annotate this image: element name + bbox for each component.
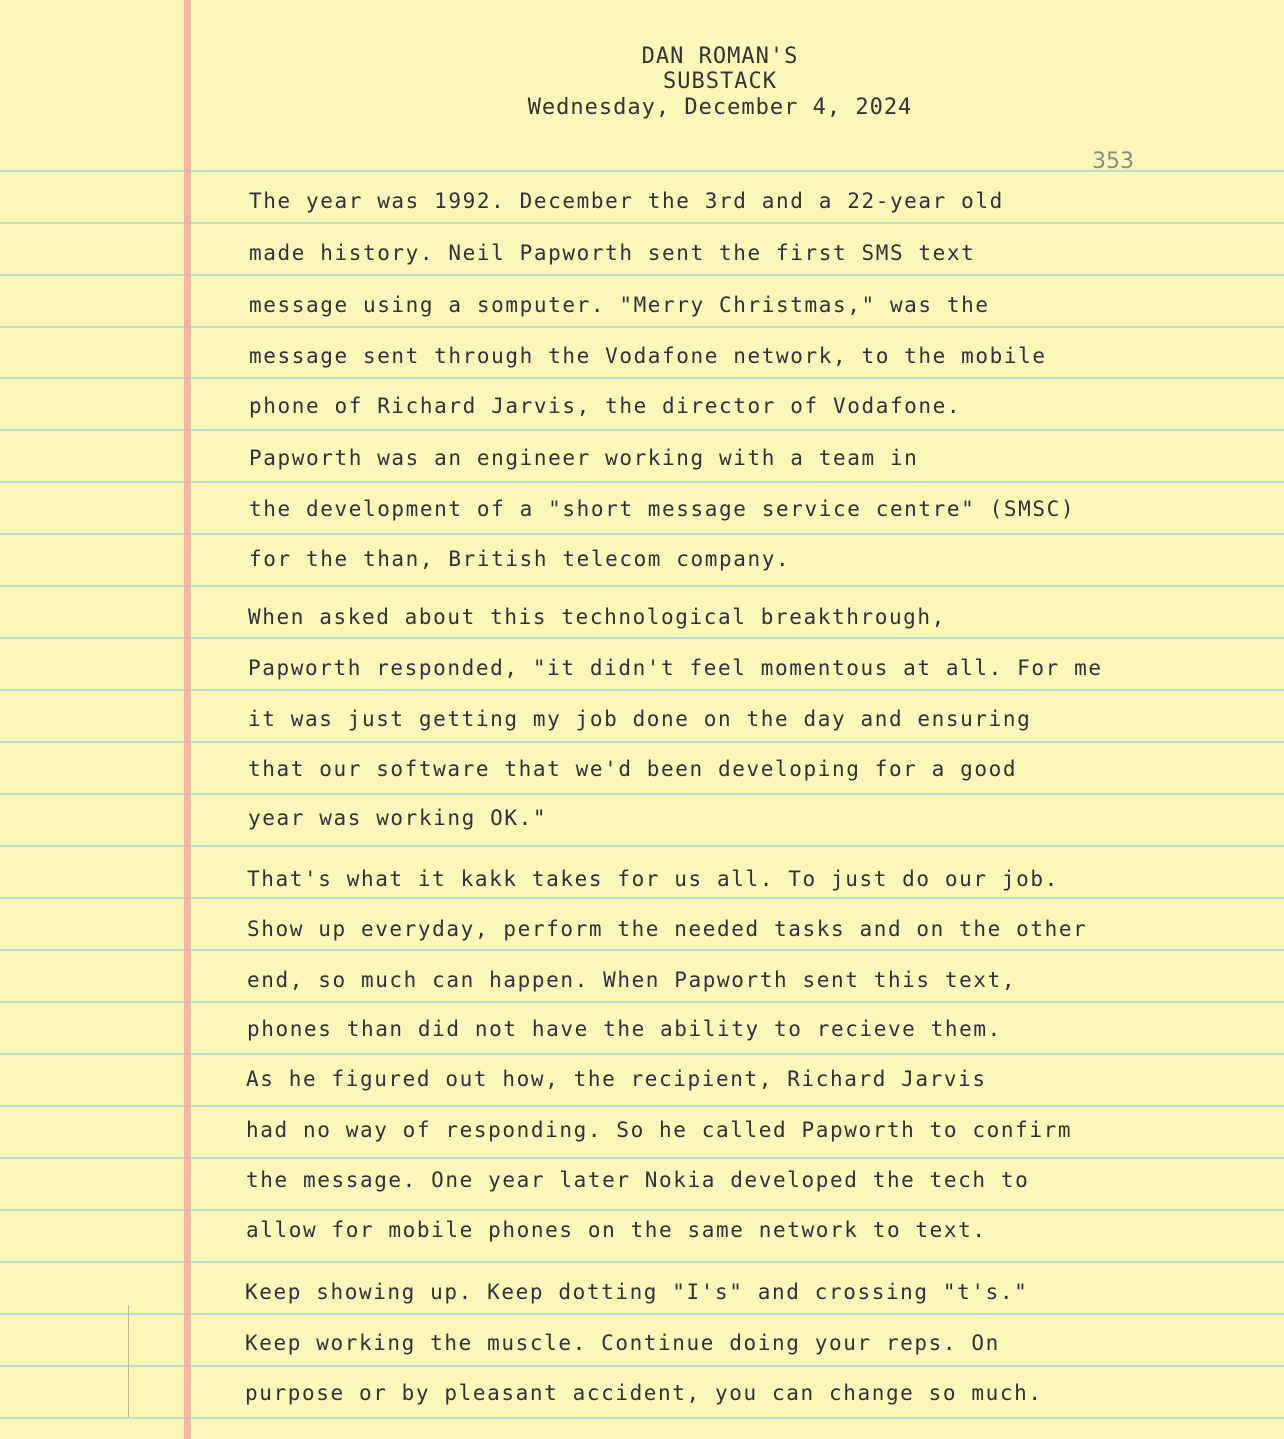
- ruled-line: [0, 949, 1284, 951]
- header-date: Wednesday, December 4, 2024: [527, 95, 913, 120]
- text-line: that our software that we'd been developing for a good: [248, 757, 1018, 781]
- text-line: end, so much can happen. When Papworth sent this text,: [247, 968, 1017, 992]
- ruled-line: [0, 1417, 1284, 1419]
- text-line: made history. Neil Papworth sent the first SMS text: [249, 241, 976, 265]
- text-line: When asked about this technological breakthrough,: [248, 605, 946, 629]
- ruled-line: [0, 585, 1284, 587]
- ruled-line: [0, 481, 1284, 483]
- ruled-line: [0, 637, 1284, 639]
- text-line: phones than did not have the ability to recieve them.: [247, 1017, 1002, 1041]
- text-line: Show up everyday, perform the needed tasks and on the other: [247, 917, 1088, 941]
- ruled-line: [0, 1157, 1284, 1159]
- text-line: The year was 1992. December the 3rd and a 22-year old: [249, 189, 1004, 213]
- ruled-line: [0, 793, 1284, 795]
- ruled-line: [0, 1261, 1284, 1263]
- text-line: it was just getting my job done on the day and ensuring: [248, 707, 1032, 731]
- ruled-line: [0, 845, 1284, 847]
- text-line: allow for mobile phones on the same network to text.: [246, 1218, 987, 1242]
- text-line: for the than, British telecom company.: [249, 547, 791, 571]
- ruled-line: [0, 1209, 1284, 1211]
- faint-mark: [128, 1305, 129, 1417]
- margin-line: [184, 0, 191, 1439]
- ruled-line: [0, 1001, 1284, 1003]
- ruled-line: [0, 1105, 1284, 1107]
- text-line: purpose or by pleasant accident, you can change so much.: [245, 1381, 1043, 1405]
- text-line: message using a somputer. "Merry Christmas," was the: [249, 293, 990, 317]
- page-number: 353: [1092, 149, 1134, 174]
- ruled-line: [0, 897, 1284, 899]
- ruled-line: [0, 274, 1284, 276]
- ruled-line: [0, 326, 1284, 328]
- text-line: year was working OK.": [248, 806, 548, 830]
- text-line: Papworth responded, "it didn't feel momentous at all. For me: [248, 656, 1103, 680]
- text-line: Keep working the muscle. Continue doing your reps. On: [245, 1331, 1000, 1355]
- text-line: the development of a "short message service centre" (SMSC): [249, 497, 1076, 521]
- ruled-line: [0, 1365, 1284, 1367]
- text-line: As he figured out how, the recipient, Richard Jarvis: [246, 1067, 987, 1091]
- ruled-line: [0, 377, 1284, 379]
- header-title: DAN ROMAN'S: [641, 44, 799, 69]
- ruled-line: [0, 533, 1284, 535]
- text-line: Papworth was an engineer working with a team in: [249, 446, 919, 470]
- text-line: message sent through the Vodafone network, to the mobile: [249, 344, 1047, 368]
- text-line: phone of Richard Jarvis, the director of Vodafone.: [249, 394, 962, 418]
- ruled-line: [0, 689, 1284, 691]
- text-line: the message. One year later Nokia developed the tech to: [246, 1168, 1030, 1192]
- ruled-line: [0, 1053, 1284, 1055]
- ruled-line: [0, 1313, 1284, 1315]
- ruled-line: [0, 222, 1284, 224]
- ruled-line: [0, 429, 1284, 431]
- text-line: That's what it kakk takes for us all. To just do our job.: [247, 867, 1059, 891]
- text-line: had no way of responding. So he called Papworth to confirm: [246, 1118, 1073, 1142]
- ruled-line: [0, 741, 1284, 743]
- text-line: Keep showing up. Keep dotting "I's" and crossing "t's.": [245, 1280, 1029, 1304]
- header-subtitle: SUBSTACK: [663, 69, 777, 94]
